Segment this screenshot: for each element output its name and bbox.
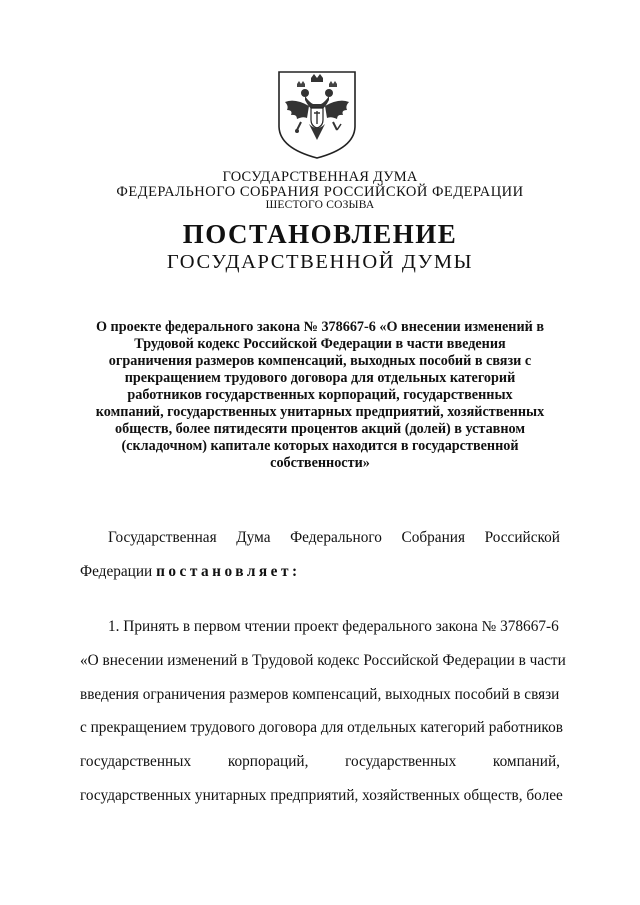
header-convocation: ШЕСТОГО СОЗЫВА bbox=[265, 199, 375, 211]
header-parliament-name: ФЕДЕРАЛЬНОГО СОБРАНИЯ РОССИЙСКОЙ ФЕДЕРАЦИИ bbox=[116, 184, 524, 200]
preamble-word: Российской bbox=[484, 529, 560, 546]
subject-line: О проекте федерального закона № 378667-6 «О внесении изменений в bbox=[95, 319, 545, 335]
point1-word: государственных bbox=[80, 753, 192, 770]
subject-line: собственности» bbox=[270, 455, 370, 471]
subject-line: (складочном) капитале которых находится в государственной bbox=[121, 438, 519, 454]
russian-coat-of-arms-icon bbox=[275, 68, 359, 162]
subject-line: ограничения размеров компенсаций, выходных пособий в связи с bbox=[108, 353, 532, 369]
preamble-word: Дума bbox=[236, 529, 271, 546]
preamble-line-2 bbox=[80, 563, 560, 581]
point1-word: компаний, bbox=[492, 753, 560, 770]
header-chamber-name: ГОСУДАРСТВЕННАЯ ДУМА bbox=[222, 169, 418, 185]
preamble-resolves: постановляет: bbox=[156, 563, 301, 580]
document-subject bbox=[60, 319, 580, 472]
subject-line: компаний, государственных унитарных предприятий, хозяйственных bbox=[95, 404, 545, 420]
subject-line: работников государственных корпораций, государственных bbox=[127, 387, 513, 403]
point1-word: государственных bbox=[345, 753, 457, 770]
document-issuer-title: ГОСУДАРСТВЕННОЙ ДУМЫ bbox=[166, 251, 474, 273]
point1-line-6: государственных унитарных предприятий, хозяйственных обществ, более bbox=[80, 787, 563, 804]
preamble-line-1 bbox=[108, 529, 560, 547]
point1-line-2: «О внесении изменений в Трудовой кодекс Российской Федерации в части bbox=[80, 652, 566, 669]
preamble-word: Федерального bbox=[290, 529, 382, 546]
point1-line-3: введения ограничения размеров компенсаций, выходных пособий в связи bbox=[80, 686, 560, 703]
point1-line-1: 1. Принять в первом чтении проект федерального закона № 378667-6 bbox=[108, 618, 559, 635]
preamble-subject: Федерации bbox=[80, 563, 157, 580]
subject-line: прекращением трудового договора для отдельных категорий bbox=[124, 370, 516, 386]
point1-line-4: с прекращением трудового договора для отдельных категорий работников bbox=[80, 719, 563, 736]
subject-line: обществ, более пятидесяти процентов акций (долей) в уставном bbox=[115, 421, 525, 437]
preamble-word: Собрания bbox=[401, 529, 465, 546]
document-type-title: ПОСТАНОВЛЕНИЕ bbox=[182, 219, 458, 249]
point1-line-5 bbox=[80, 753, 560, 771]
point1-word: корпораций, bbox=[227, 753, 309, 770]
preamble-word: Государственная bbox=[108, 529, 217, 546]
subject-line: Трудовой кодекс Российской Федерации в части введения bbox=[134, 336, 506, 352]
